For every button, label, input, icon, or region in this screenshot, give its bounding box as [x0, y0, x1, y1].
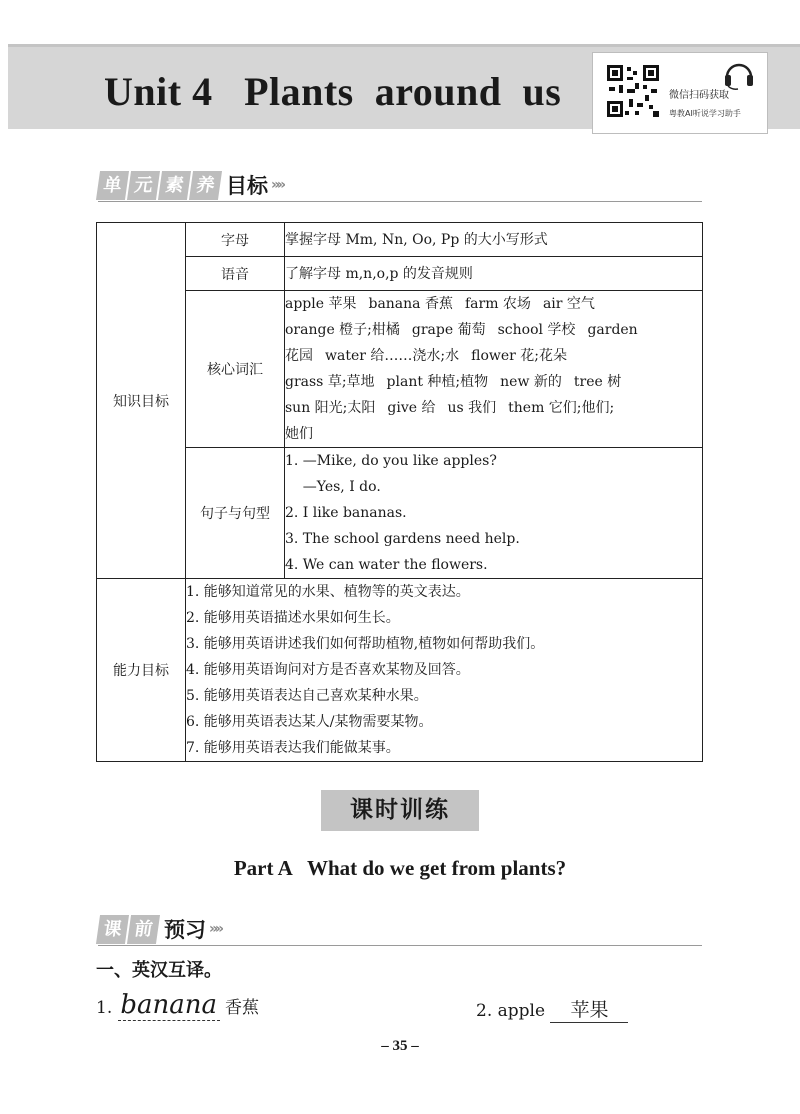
heading-tile: 素: [158, 171, 191, 200]
ability-line: 1. 能够知道常见的水果、植物等的英文表达。: [186, 584, 470, 600]
qr-caption: 微信扫码获取: [669, 90, 729, 101]
vocab-line: 她们: [285, 426, 313, 442]
heading-tile: 课: [96, 915, 129, 944]
phonics-content: 了解字母 m,n,o,p 的发音规则: [285, 257, 703, 291]
divider: [98, 945, 702, 946]
knowledge-goals-label: 知识目标: [97, 223, 186, 579]
heading-bold: 目标: [226, 174, 268, 198]
page-number: – 35 –: [381, 1038, 419, 1054]
ability-line: 2. 能够用英语描述水果如何生长。: [186, 610, 400, 626]
double-chevron-icon: »»: [271, 177, 284, 193]
sentence-line: 1. —Mike, do you like apples?: [285, 453, 497, 469]
phonics-label: 语音: [186, 257, 285, 291]
heading-tile: 前: [127, 915, 160, 944]
qr-code-icon: [605, 63, 661, 119]
answer-field[interactable]: banana: [118, 990, 220, 1021]
heading-bold: 预习: [164, 918, 206, 942]
preview-section-heading: [98, 914, 221, 944]
exercise-item-1: [96, 990, 259, 1021]
item-word: apple: [497, 1001, 546, 1021]
sentence-line: 4. We can water the flowers.: [285, 557, 488, 573]
ability-goals-label: 能力目标: [97, 579, 186, 762]
vocab-line: orange 橙子;柑橘 grape 葡萄 school 学校 garden: [285, 322, 638, 338]
ability-line: 7. 能够用英语表达我们能做某事。: [186, 740, 400, 756]
item-number: 1.: [96, 998, 113, 1018]
sentence-line: —Yes, I do.: [285, 479, 381, 495]
double-chevron-icon: »»: [209, 921, 222, 937]
vocab-line: apple 苹果 banana 香蕉 farm 农场 air 空气: [285, 296, 595, 312]
sentence-content: [285, 448, 703, 579]
ability-content: [186, 579, 703, 762]
sentence-label: 句子与句型: [186, 448, 285, 579]
qr-card[interactable]: [592, 52, 768, 134]
letters-content: 掌握字母 Mm, Nn, Oo, Pp 的大小写形式: [285, 223, 703, 257]
ability-line: 4. 能够用英语询问对方是否喜欢某物及回答。: [186, 662, 470, 678]
qr-subcaption: 粤教AI听说学习助手: [669, 109, 741, 118]
vocab-line: sun 阳光;太阳 give 给 us 我们 them 它们;他们;: [285, 400, 615, 416]
unit-title: Unit 4 Plants around us: [104, 69, 562, 114]
vocab-line: grass 草;草地 plant 种植;植物 new 新的 tree 树: [285, 374, 622, 390]
exercise-item-2: [476, 995, 628, 1023]
divider: [98, 201, 702, 202]
answer-field[interactable]: 苹果: [550, 995, 628, 1023]
goals-section-heading: [98, 170, 283, 200]
item-chinese: 香蕉: [225, 998, 260, 1018]
heading-tile: 元: [127, 171, 160, 200]
part-title: Part A What do we get from plants?: [233, 856, 567, 880]
item-number: 2.: [476, 1001, 493, 1021]
vocabulary-content: [285, 291, 703, 448]
exercise-title: 一、英汉互译。: [96, 960, 222, 981]
ability-line: 3. 能够用英语讲述我们如何帮助植物,植物如何帮助我们。: [186, 636, 545, 652]
vocab-line: 花园 water 给……浇水;水 flower 花;花朵: [285, 348, 568, 364]
ability-line: 6. 能够用英语表达某人/某物需要某物。: [186, 714, 433, 730]
vocabulary-label: 核心词汇: [186, 291, 285, 448]
ability-line: 5. 能够用英语表达自己喜欢某种水果。: [186, 688, 428, 704]
letters-label: 字母: [186, 223, 285, 257]
lesson-training-label: 课时训练: [321, 790, 479, 831]
sentence-line: 2. I like bananas.: [285, 505, 407, 521]
heading-tile: 养: [189, 171, 222, 200]
goals-table: [96, 222, 703, 762]
sentence-line: 3. The school gardens need help.: [285, 531, 520, 547]
heading-tile: 单: [96, 171, 129, 200]
